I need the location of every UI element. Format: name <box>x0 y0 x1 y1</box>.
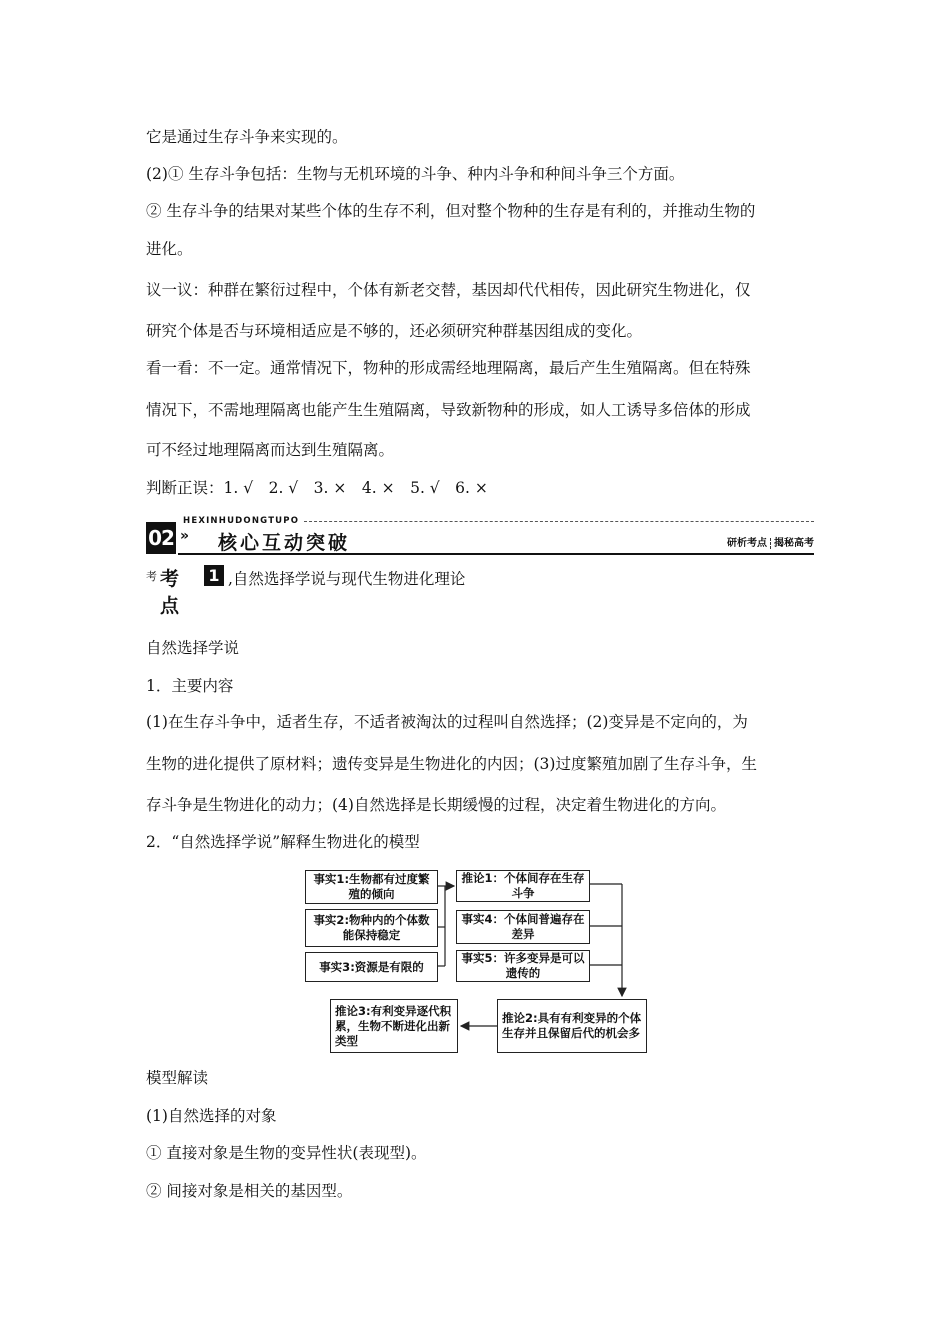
text-line: 存斗争是生物进化的动力；(4)自然选择是长期缓慢的过程，决定着生物进化的方向。 <box>146 796 726 814</box>
text-line: 它是通过生存斗争来实现的。 <box>146 128 348 146</box>
subheading: 自然选择学说 <box>146 639 240 657</box>
chevron-right-icon: » <box>180 528 190 544</box>
text-line: ① 直接对象是生物的变异性状(表现型)。 <box>146 1144 427 1162</box>
text-line: (1)自然选择的对象 <box>146 1107 277 1125</box>
text-line: 可不经过地理隔离而达到生殖隔离。 <box>146 441 395 459</box>
evolution-model-diagram <box>300 866 650 1056</box>
inference-3-box: 推论3:有利变异逐代积累，生物不断进化出新类型 <box>330 999 458 1053</box>
inference-2-box: 推论2:具有有利变异的个体生存并且保留后代的机会多 <box>497 999 647 1053</box>
text-line: 研究个体是否与环境相适应是不够的，还必须研究种群基因组成的变化。 <box>146 322 643 340</box>
fact-1-box: 事实1:生物都有过度繁殖的倾向 <box>305 870 438 904</box>
kaodian-deco: 考 <box>146 570 157 583</box>
banner-right-labels <box>727 534 814 549</box>
section-number: 02 <box>146 522 176 554</box>
kaodian-label: 考点 <box>160 568 180 617</box>
fact-3-box: 事实3:资源是有限的 <box>305 952 438 982</box>
banner-right-a: 研析考点 <box>727 538 767 549</box>
fact-2-box: 事实2:物种内的个体数能保持稳定 <box>305 909 438 947</box>
section-title: 核心互动突破 <box>218 532 351 554</box>
fact-4-box: 事实4：个体间普遍存在差异 <box>456 910 590 944</box>
section-pinyin: HEXINHUDONGTUPO <box>183 516 300 526</box>
text-line: 看一看：不一定。通常情况下，物种的形成需经地理隔离，最后产生生殖隔离。但在特殊 <box>146 359 751 377</box>
kaodian-number: 1 <box>204 565 224 586</box>
subheading: 模型解读 <box>146 1069 209 1087</box>
fact-5-box: 事实5：许多变异是可以遗传的 <box>456 950 590 982</box>
text-line: 生物的进化提供了原材料；遗传变异是生物进化的内因；(3)过度繁殖加剧了生存斗争，生 <box>146 755 757 773</box>
text-line: 进化。 <box>146 240 193 258</box>
text-line: 议一议：种群在繁衍过程中，个体有新老交替，基因却代代相传，因此研究生物进化，仅 <box>146 281 751 299</box>
inference-1-box: 推论1：个体间存在生存斗争 <box>456 870 590 902</box>
answer-line: 判断正误：1. √ 2. √ 3. × 4. × 5. √ 6. × <box>146 479 488 497</box>
banner-dotted-line <box>304 521 814 522</box>
divider <box>770 538 771 549</box>
text-line: ② 间接对象是相关的基因型。 <box>146 1182 353 1200</box>
banner-underline <box>178 553 814 555</box>
text-line: 情况下，不需地理隔离也能产生生殖隔离，导致新物种的形成，如人工诱导多倍体的形成 <box>146 401 751 419</box>
subheading: 1．主要内容 <box>146 677 234 695</box>
banner-right-b: 揭秘高考 <box>774 538 814 549</box>
section-banner <box>146 514 814 558</box>
subheading: 2．“自然选择学说”解释生物进化的模型 <box>146 833 420 851</box>
kaodian-title: ,自然选择学说与现代生物进化理论 <box>228 570 466 588</box>
text-line: (2)① 生存斗争包括：生物与无机环境的斗争、种内斗争和种间斗争三个方面。 <box>146 165 685 183</box>
text-line: (1)在生存斗争中，适者生存，不适者被淘汰的过程叫自然选择；(2)变异是不定向的，为 <box>146 713 748 731</box>
text-line: ② 生存斗争的结果对某些个体的生存不利，但对整个物种的生存是有利的，并推动生物的 <box>146 202 756 220</box>
